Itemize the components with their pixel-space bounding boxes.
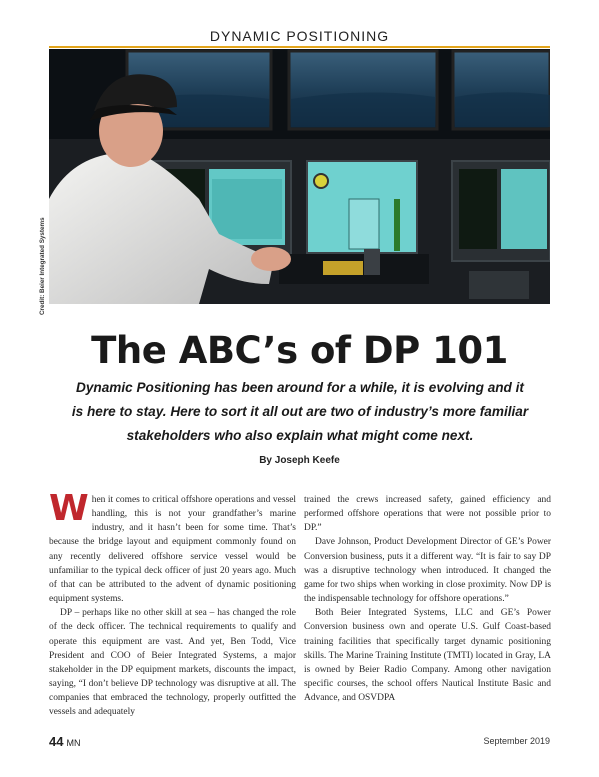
- article-subtitle: Dynamic Positioning has been around for a while, it is evolving and it is here to stay. Here to sort it all out are two of industry’s more familiar stakeholders who also explain what might come next.: [71, 380, 529, 443]
- paragraph: Dave Johnson, Product Development Director of GE’s Power Conversion business, puts it a different way. “It is fair to say DP was a disruptive technology when introduced. It changed the game for two ships when working in close proximity. Now DP is the indispensable technology for offshore operations.”: [304, 537, 551, 605]
- article-column-left: [49, 488, 296, 720]
- paragraph: DP – perhaps like no other skill at sea – has changed the role of the deck officer. The technical requirements to qualify and operate this equipment are vast. And yet, Ben Todd, Vice President and COO of Beier Integrated Systems, a major stakeholder in the DP equipment markets, discounts the impact, saying, “I don’t believe DP technology was disruptive at all. The companies that embraced the technology, properly outfitted the vessels and adequately: [49, 608, 296, 718]
- issue-date: September 2019: [483, 736, 550, 746]
- article-column-right: [304, 493, 551, 705]
- drop-cap: W: [49, 488, 89, 529]
- header-rule: [49, 46, 550, 48]
- photo-credit: [36, 215, 48, 315]
- paragraph: trained the crews increased safety, gained efficiency and performed offshore operations that were not possible prior to DP.”: [304, 495, 551, 534]
- photo-credit-text: Credit: Beier Integrated Systems: [39, 217, 46, 315]
- page-number: 44: [49, 734, 64, 749]
- paragraph: Both Beier Integrated Systems, LLC and GE’s Power Conversion business own and operate U.S. Gulf Coast-based training facilities that specifically target dynamic positioning skills. The Marine Training Institute (TMTI) located in Gray, LA is owned by Beier Radio Company. Among other navigation specific courses, the school offers Nautical Institute Basic and Advance, and OSVDPA: [304, 608, 551, 704]
- article-photo: [49, 49, 550, 304]
- paragraph: [49, 488, 296, 606]
- magazine-name: MN: [66, 738, 81, 748]
- section-header: DYNAMIC POSITIONING: [209, 28, 390, 44]
- footer-page: [49, 733, 80, 751]
- byline: By Joseph Keefe: [259, 455, 340, 466]
- paragraph-text: hen it comes to critical offshore operations and vessel handling, this is not your grandfather’s marine industry, and it hasn’t been for some time. That’s because the bridge layout and equipment commonly found on any recently delivered offshore service vessel would be unfamiliar to the typical deck officer of just 20 years ago. Much of that can be attributed to the advent of dynamic positioning equipment systems.: [49, 495, 296, 605]
- article-title: The ABC’s of DP 101: [91, 329, 508, 372]
